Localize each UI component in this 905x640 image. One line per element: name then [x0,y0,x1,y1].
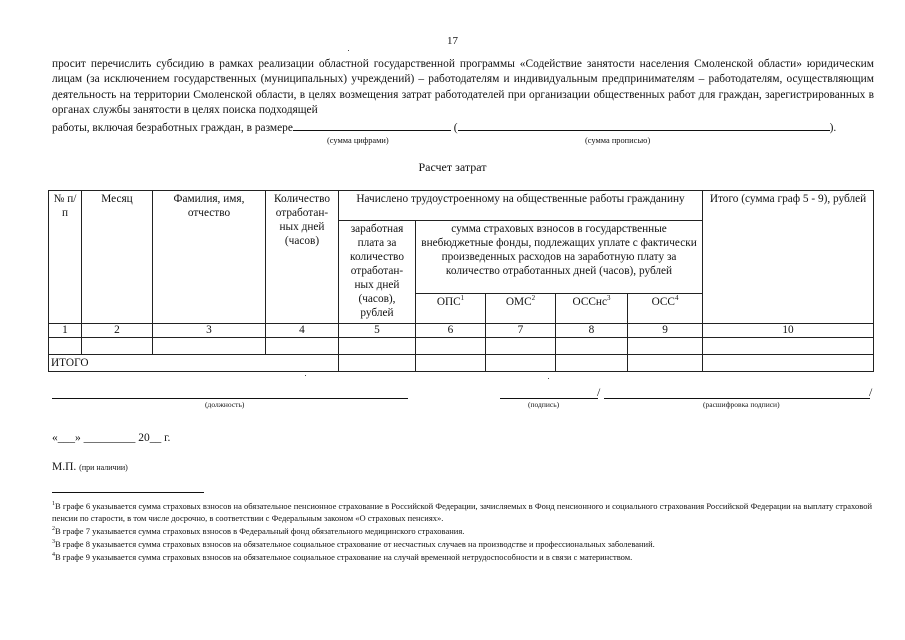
cell-no[interactable] [49,338,82,355]
position-caption: (должность) [205,400,245,409]
amount-digits-field[interactable] [293,119,451,131]
header-month: Месяц [82,191,153,324]
total-ops[interactable] [416,355,486,372]
total-sum[interactable] [703,355,874,372]
header-salary: заработная плата за количество отработан- ных дней (часов), рублей [339,221,416,324]
header-ops [416,294,486,324]
column-number: 6 [416,324,486,338]
cell-ossns[interactable] [556,338,628,355]
footnote-mark: 2 [52,526,55,533]
header-insurance: сумма страховых взносов в государственные внебюджетные фонды, подлежащих уплате с фактически произведенных расходов на заработную плату за количество отработанных дней (часов), рублей [416,221,703,294]
oss-sup: 4 [674,294,679,303]
ossns-sup: 3 [606,294,611,303]
slash-right: / [869,385,873,399]
cell-oms[interactable] [486,338,556,355]
footnote-mark: 1 [52,501,55,508]
cell-name[interactable] [153,338,266,355]
intro-text: просит перечислить субсидию в рамках реализации областной государственной программы «Содействие занятости населения Смоленской области» юридическим лицам (за исключением государственных (муниципальных) учреждений) – работодателям и индивидуальным предпринимателям – работодателям, осуществляющим деятельность на территории Смоленской области, в целях возмещения затрат работодателей при организации общественных работ для граждан, зарегистрированных в органах службы занятости в целях поиска подходящей [52,58,874,117]
scan-speck [548,378,549,379]
header-no: № п/п [49,191,82,324]
total-oms[interactable] [486,355,556,372]
intro-paragraph [52,57,874,136]
position-line[interactable] [52,398,408,399]
footnote-text: В графе 8 указывается сумма страховых взносов на обязательное социальное страхование от несчастных случаев на производстве и профессиональных заболеваний. [55,539,655,549]
page-number: 17 [447,35,458,47]
ops-label: ОПС [436,296,461,308]
column-number: 4 [266,324,339,338]
scan-speck [348,50,349,51]
date-line: «___» _________ 20__ г. [52,432,171,444]
cell-ops[interactable] [416,338,486,355]
footnote-4 [52,551,872,563]
decoding-line[interactable] [604,398,870,399]
total-label: ИТОГО [49,355,339,372]
column-number: 9 [628,324,703,338]
intro-text-end: работы, включая безработных граждан, в размере [52,121,293,134]
column-number: 10 [703,324,874,338]
column-number: 2 [82,324,153,338]
oss-label: ОСС [651,296,675,308]
header-accrued: Начислено трудоустроенному на общественные работы гражданину [339,191,703,221]
total-row [49,355,874,372]
cost-table [48,190,874,372]
column-number: 8 [556,324,628,338]
cell-oss[interactable] [628,338,703,355]
cell-month[interactable] [82,338,153,355]
footnote-1 [52,500,872,524]
header-oss [628,294,703,324]
header-ossns [556,294,628,324]
cell-salary[interactable] [339,338,416,355]
decoding-caption: (расшифровка подписи) [703,400,780,409]
cell-days[interactable] [266,338,339,355]
footnote-2 [52,525,872,537]
column-number: 5 [339,324,416,338]
footnote-3 [52,538,872,550]
intro-last-line [52,119,874,136]
scan-speck [305,375,306,376]
column-number: 3 [153,324,266,338]
header-total: Итого (сумма граф 5 - 9), рублей [703,191,874,324]
close-paren: ). [829,121,837,134]
oms-sup: 2 [531,294,536,303]
column-number: 1 [49,324,82,338]
stamp-line [52,461,128,473]
stamp-label: М.П. [52,461,77,473]
footnote-divider [52,492,204,493]
footnote-text: В графе 7 указывается сумма страховых взносов в Федеральный фонд обязательного медицинского страхования. [55,526,465,536]
caption-words: (сумма прописью) [585,136,651,145]
slash-left: / [597,385,601,399]
oms-label: ОМС [505,296,532,308]
ossns-label: ОССнс [572,296,607,308]
signature-line[interactable] [500,398,598,399]
caption-digits: (сумма цифрами) [327,136,389,145]
open-paren: ( [453,121,458,134]
stamp-note: (при наличии) [79,463,128,472]
total-salary[interactable] [339,355,416,372]
ops-sup: 1 [460,294,465,303]
column-number: 7 [486,324,556,338]
table-title: Расчет затрат [418,160,487,174]
header-name: Фамилия, имя, отчество [153,191,266,324]
total-ossns[interactable] [556,355,628,372]
footnote-text: В графе 9 указывается сумма страховых взносов на обязательное социальное страхование на случай временной нетрудоспособности и в связи с материнством. [55,552,633,562]
footnote-mark: 3 [52,539,55,546]
table-row [49,338,874,355]
footnote-mark: 4 [52,552,55,559]
header-days: Количество отработан- ных дней (часов) [266,191,339,324]
signature-caption: (подпись) [528,400,560,409]
footnote-text: В графе 6 указывается сумма страховых взносов на обязательное пенсионное страхование в Российской Федерации, зачисляемых в Фонд пенсионного и социального страхования Российской Федерации на выплату страховой пенсии по старости, в том числе досрочно, в соответствии с Федеральным законом «О страховых пенсиях». [52,501,872,524]
header-oms [486,294,556,324]
amount-words-field[interactable] [458,119,830,131]
cell-total[interactable] [703,338,874,355]
total-oss[interactable] [628,355,703,372]
